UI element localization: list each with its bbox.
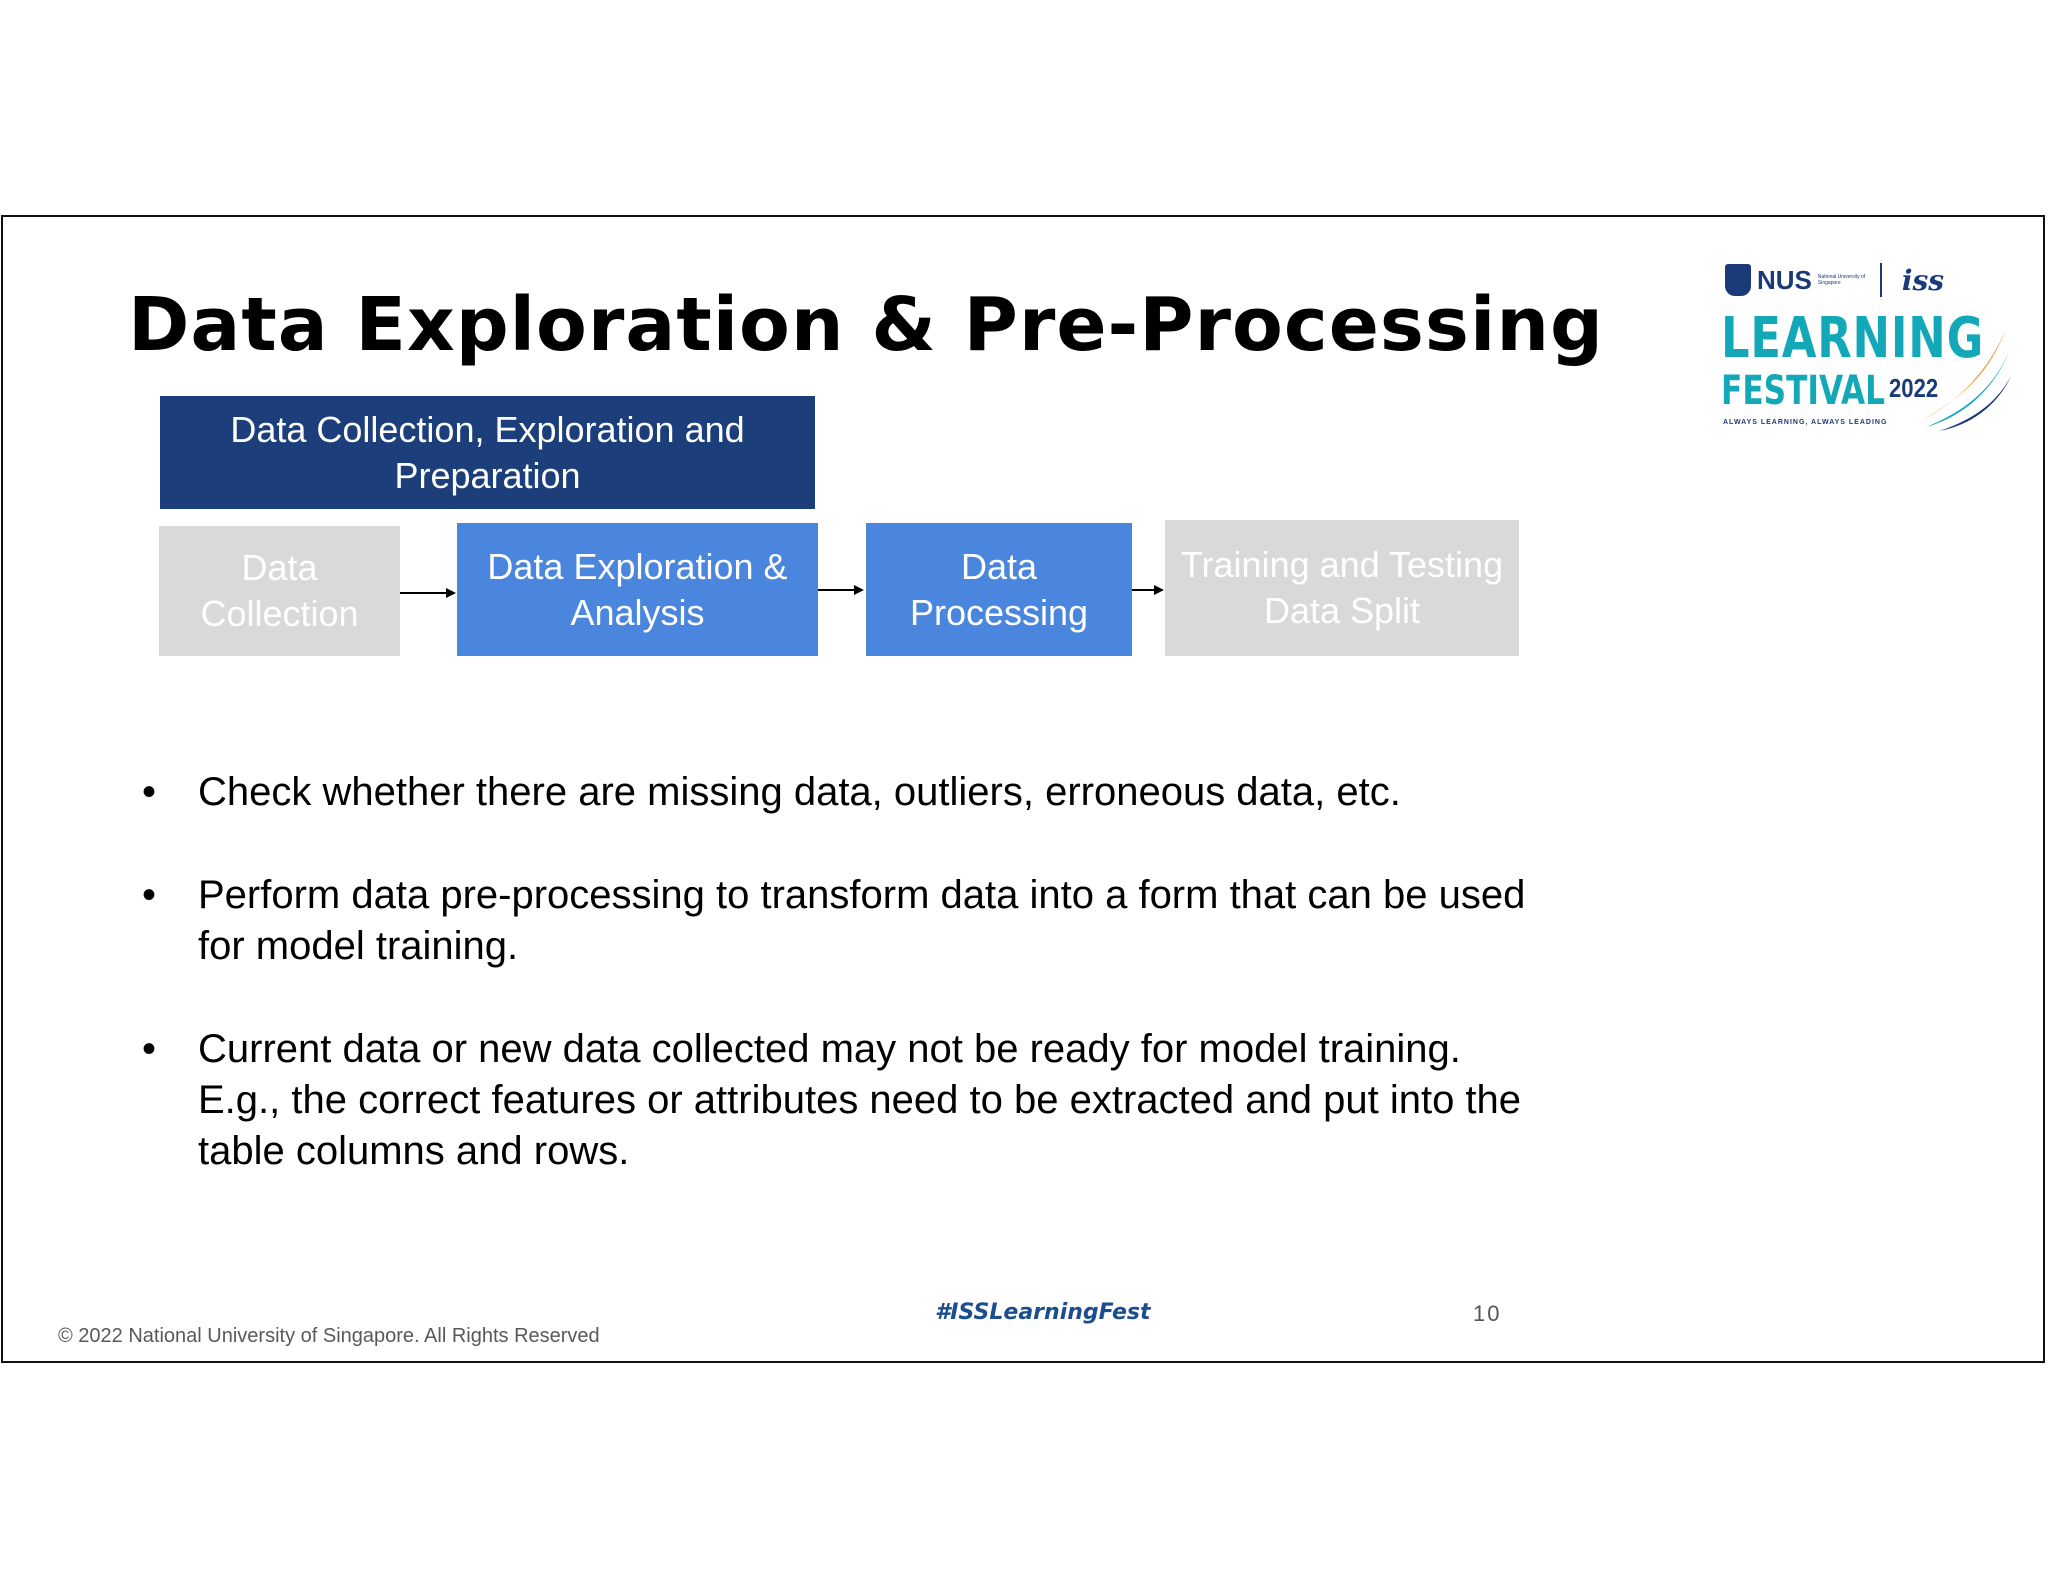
logo-swoosh-icon	[1911, 321, 2011, 431]
nus-crest-icon	[1725, 264, 1751, 296]
slide-title: Data Exploration & Pre-Processing	[128, 282, 1604, 368]
step-training-testing-split: Training and Testing Data Split	[1165, 520, 1519, 656]
step-data-processing: Data Processing	[866, 523, 1132, 656]
pipeline-header: Data Collection, Exploration and Preparation	[160, 396, 815, 509]
nus-logo-text: NUS	[1757, 264, 1812, 295]
bullet-symbol: •	[142, 1027, 157, 1071]
logo-year-text: 2022	[1889, 373, 1939, 403]
bullet-symbol: •	[142, 873, 157, 917]
logo-separator	[1880, 263, 1882, 297]
bullet-text: Check whether there are missing data, outliers, erroneous data, etc.	[198, 770, 1401, 814]
arrow-right-icon	[400, 586, 458, 600]
arrow-right-icon	[1132, 583, 1166, 597]
bullet-symbol: •	[142, 770, 157, 814]
logo-festival-text: FESTIVAL	[1721, 368, 1886, 414]
bullet-list	[138, 767, 1538, 1229]
logo-learning-text: LEARNING	[1721, 306, 1985, 371]
step-data-exploration-analysis: Data Exploration & Analysis	[457, 523, 818, 656]
learning-festival-logo	[1721, 261, 2011, 431]
arrow-right-icon	[818, 583, 866, 597]
bullet-item	[138, 870, 1538, 972]
nus-logo-subtext: National University of Singapore	[1817, 274, 1866, 286]
bullet-item	[138, 1024, 1538, 1177]
copyright-notice: © 2022 National University of Singapore. All Rights Reserved	[58, 1325, 600, 1347]
step-data-collection: Data Collection	[159, 526, 400, 656]
page-number: 10	[1473, 1301, 1502, 1326]
iss-logo-text: iss	[1901, 263, 1945, 297]
bullet-item	[138, 767, 1538, 818]
logo-tagline: ALWAYS LEARNING, ALWAYS LEADING	[1723, 419, 1888, 426]
bullet-text: Perform data pre-processing to transform data into a form that can be used for model training.	[198, 873, 1526, 968]
footer-hashtag: #ISSLearningFest	[935, 1300, 1151, 1325]
bullet-text: Current data or new data collected may not be ready for model training. E.g., the correct features or attributes need to be extracted and put into the table columns and rows.	[198, 1027, 1522, 1173]
nus-iss-logo-line	[1725, 263, 1944, 297]
slide	[1, 215, 2045, 1363]
